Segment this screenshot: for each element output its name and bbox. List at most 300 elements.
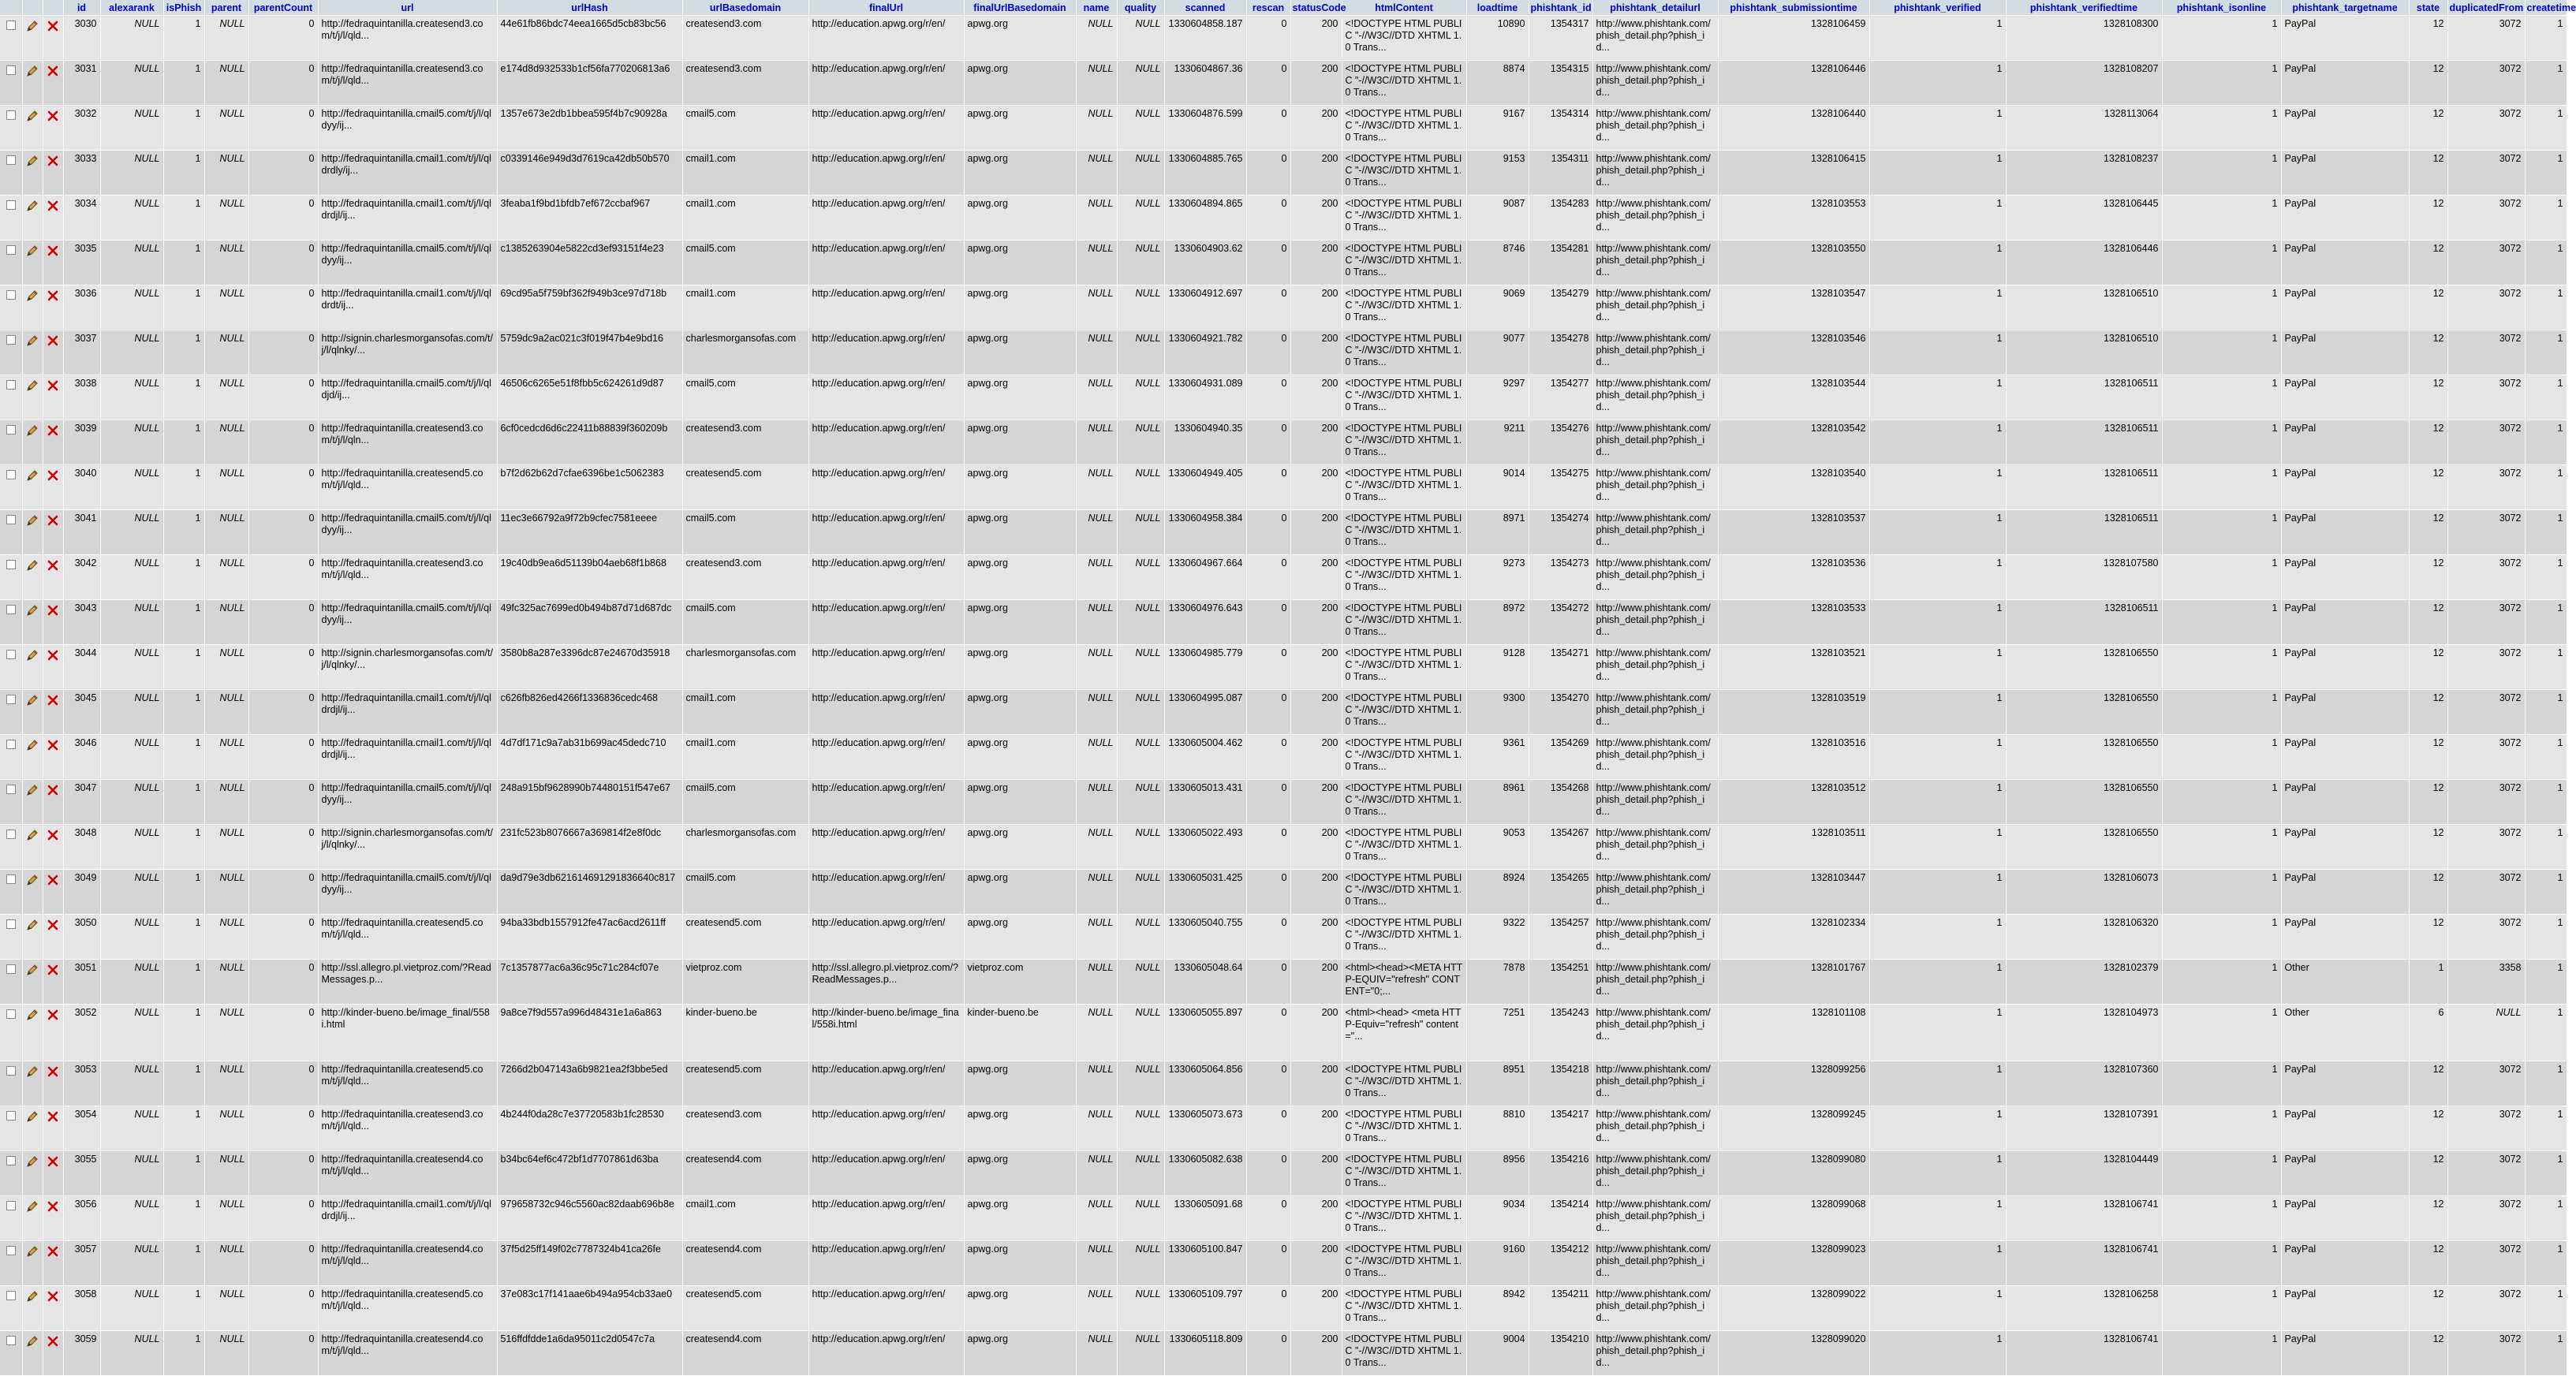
- cell-status-code[interactable]: [1290, 1005, 1342, 1061]
- cell-rescan[interactable]: [1246, 780, 1290, 825]
- cell-state[interactable]: [2409, 285, 2447, 330]
- cell-state[interactable]: [2409, 825, 2447, 870]
- cell-url-basedomain[interactable]: [682, 825, 808, 870]
- cell-phishtank-detailurl[interactable]: [1592, 870, 1718, 915]
- cell-loadtime[interactable]: [1466, 1286, 1529, 1331]
- cell-url[interactable]: [318, 1196, 497, 1241]
- delete-x-icon[interactable]: [46, 699, 60, 710]
- cell-phishtank-verifiedtime[interactable]: [2006, 690, 2162, 735]
- cell-id[interactable]: [63, 375, 100, 420]
- cell-alexarank[interactable]: [100, 1005, 163, 1061]
- cell-phishtank-detailurl[interactable]: [1592, 960, 1718, 1005]
- cell-phishtank-id[interactable]: [1529, 61, 1592, 106]
- cell-url[interactable]: [318, 600, 497, 645]
- cell-phishtank-id[interactable]: [1529, 780, 1592, 825]
- cell-alexarank[interactable]: [100, 1151, 163, 1196]
- cell-duplicated-from[interactable]: [2447, 465, 2525, 510]
- cell-status-code[interactable]: [1290, 510, 1342, 555]
- cell-url-basedomain[interactable]: [682, 1005, 808, 1061]
- cell-url-basedomain[interactable]: [682, 1106, 808, 1151]
- cell-status-code[interactable]: [1290, 61, 1342, 106]
- cell-url-hash[interactable]: [497, 600, 682, 645]
- cell-phishtank-submissiontime[interactable]: [1718, 420, 1869, 465]
- cell-scanned[interactable]: [1164, 1196, 1246, 1241]
- cell-url-basedomain[interactable]: [682, 375, 808, 420]
- cell-scanned[interactable]: [1164, 1331, 1246, 1376]
- cell-id[interactable]: [63, 241, 100, 285]
- cell-loadtime[interactable]: [1466, 600, 1529, 645]
- cell-phishtank-detailurl[interactable]: [1592, 600, 1718, 645]
- cell-scanned[interactable]: [1164, 1286, 1246, 1331]
- cell-final-url[interactable]: [808, 510, 964, 555]
- column-header-is-phish[interactable]: isPhish: [163, 0, 204, 16]
- cell-name[interactable]: [1076, 1196, 1117, 1241]
- pencil-icon[interactable]: [25, 1115, 39, 1126]
- cell-id[interactable]: [63, 1331, 100, 1376]
- row-select-checkbox[interactable]: [6, 1201, 16, 1210]
- cell-final-url-basedomain[interactable]: [964, 600, 1076, 645]
- cell-createtime[interactable]: [2525, 465, 2567, 510]
- cell-scanned[interactable]: [1164, 1241, 1246, 1286]
- cell-parent[interactable]: [204, 151, 248, 196]
- cell-parent[interactable]: [204, 1286, 248, 1331]
- cell-final-url[interactable]: [808, 151, 964, 196]
- cell-quality[interactable]: [1117, 16, 1164, 61]
- cell-parent[interactable]: [204, 375, 248, 420]
- cell-final-url-basedomain[interactable]: [964, 330, 1076, 375]
- cell-state[interactable]: [2409, 241, 2447, 285]
- cell-createtime[interactable]: [2525, 960, 2567, 1005]
- cell-loadtime[interactable]: [1466, 330, 1529, 375]
- cell-alexarank[interactable]: [100, 645, 163, 690]
- cell-createtime[interactable]: [2525, 151, 2567, 196]
- cell-phishtank-targetname[interactable]: [2281, 780, 2409, 825]
- column-header-phishtank-id[interactable]: phishtank_id: [1529, 0, 1592, 16]
- cell-html-content[interactable]: [1342, 825, 1466, 870]
- cell-scanned[interactable]: [1164, 1005, 1246, 1061]
- cell-createtime[interactable]: [2525, 330, 2567, 375]
- pencil-icon[interactable]: [25, 833, 39, 845]
- cell-id[interactable]: [63, 1061, 100, 1106]
- cell-phishtank-isonline[interactable]: [2162, 1331, 2281, 1376]
- cell-phishtank-verifiedtime[interactable]: [2006, 555, 2162, 600]
- cell-scanned[interactable]: [1164, 510, 1246, 555]
- cell-rescan[interactable]: [1246, 420, 1290, 465]
- cell-phishtank-isonline[interactable]: [2162, 1151, 2281, 1196]
- cell-url-hash[interactable]: [497, 330, 682, 375]
- cell-phishtank-isonline[interactable]: [2162, 151, 2281, 196]
- row-select-checkbox[interactable]: [6, 919, 16, 929]
- row-select-checkbox[interactable]: [6, 830, 16, 839]
- cell-status-code[interactable]: [1290, 151, 1342, 196]
- cell-url-hash[interactable]: [497, 645, 682, 690]
- cell-url-basedomain[interactable]: [682, 420, 808, 465]
- cell-html-content[interactable]: [1342, 645, 1466, 690]
- cell-phishtank-detailurl[interactable]: [1592, 1196, 1718, 1241]
- row-select-checkbox[interactable]: [6, 695, 16, 704]
- row-select-checkbox[interactable]: [6, 110, 16, 120]
- cell-phishtank-isonline[interactable]: [2162, 510, 2281, 555]
- cell-name[interactable]: [1076, 780, 1117, 825]
- cell-name[interactable]: [1076, 1005, 1117, 1061]
- cell-scanned[interactable]: [1164, 555, 1246, 600]
- cell-state[interactable]: [2409, 1196, 2447, 1241]
- cell-is-phish[interactable]: [163, 735, 204, 780]
- cell-final-url-basedomain[interactable]: [964, 375, 1076, 420]
- cell-final-url[interactable]: [808, 600, 964, 645]
- cell-is-phish[interactable]: [163, 1061, 204, 1106]
- cell-duplicated-from[interactable]: [2447, 420, 2525, 465]
- cell-scanned[interactable]: [1164, 825, 1246, 870]
- cell-url-hash[interactable]: [497, 1241, 682, 1286]
- cell-phishtank-isonline[interactable]: [2162, 735, 2281, 780]
- row-select-checkbox[interactable]: [6, 1156, 16, 1165]
- pencil-icon[interactable]: [25, 1160, 39, 1171]
- cell-parent[interactable]: [204, 825, 248, 870]
- cell-phishtank-submissiontime[interactable]: [1718, 1196, 1869, 1241]
- cell-final-url[interactable]: [808, 1286, 964, 1331]
- pencil-icon[interactable]: [25, 1205, 39, 1216]
- cell-parent-count[interactable]: [248, 600, 318, 645]
- cell-phishtank-isonline[interactable]: [2162, 690, 2281, 735]
- cell-url-hash[interactable]: [497, 555, 682, 600]
- cell-phishtank-isonline[interactable]: [2162, 420, 2281, 465]
- cell-createtime[interactable]: [2525, 780, 2567, 825]
- cell-is-phish[interactable]: [163, 61, 204, 106]
- cell-phishtank-targetname[interactable]: [2281, 600, 2409, 645]
- cell-createtime[interactable]: [2525, 1061, 2567, 1106]
- delete-x-icon[interactable]: [46, 923, 60, 934]
- column-header-phishtank-detailurl[interactable]: phishtank_detailurl: [1592, 0, 1718, 16]
- cell-id[interactable]: [63, 1241, 100, 1286]
- cell-final-url-basedomain[interactable]: [964, 825, 1076, 870]
- cell-url-hash[interactable]: [497, 1286, 682, 1331]
- cell-phishtank-id[interactable]: [1529, 1196, 1592, 1241]
- cell-final-url[interactable]: [808, 960, 964, 1005]
- cell-duplicated-from[interactable]: [2447, 1005, 2525, 1061]
- delete-x-icon[interactable]: [46, 384, 60, 395]
- column-header-scanned[interactable]: scanned: [1164, 0, 1246, 16]
- cell-html-content[interactable]: [1342, 465, 1466, 510]
- cell-url-hash[interactable]: [497, 735, 682, 780]
- cell-id[interactable]: [63, 1286, 100, 1331]
- cell-duplicated-from[interactable]: [2447, 241, 2525, 285]
- cell-phishtank-verifiedtime[interactable]: [2006, 241, 2162, 285]
- cell-final-url[interactable]: [808, 870, 964, 915]
- cell-phishtank-isonline[interactable]: [2162, 960, 2281, 1005]
- cell-url-basedomain[interactable]: [682, 330, 808, 375]
- cell-createtime[interactable]: [2525, 645, 2567, 690]
- row-select-checkbox[interactable]: [6, 1336, 16, 1345]
- column-header-parent[interactable]: parent: [204, 0, 248, 16]
- cell-id[interactable]: [63, 915, 100, 960]
- cell-id[interactable]: [63, 510, 100, 555]
- delete-x-icon[interactable]: [46, 1340, 60, 1351]
- cell-final-url[interactable]: [808, 375, 964, 420]
- cell-id[interactable]: [63, 780, 100, 825]
- delete-x-icon[interactable]: [46, 24, 60, 35]
- cell-id[interactable]: [63, 330, 100, 375]
- cell-phishtank-verified[interactable]: [1869, 1196, 2006, 1241]
- cell-state[interactable]: [2409, 16, 2447, 61]
- cell-duplicated-from[interactable]: [2447, 645, 2525, 690]
- cell-url[interactable]: [318, 555, 497, 600]
- cell-final-url-basedomain[interactable]: [964, 285, 1076, 330]
- cell-phishtank-verified[interactable]: [1869, 1286, 2006, 1331]
- pencil-icon[interactable]: [25, 204, 39, 215]
- cell-html-content[interactable]: [1342, 330, 1466, 375]
- cell-quality[interactable]: [1117, 196, 1164, 241]
- cell-final-url[interactable]: [808, 645, 964, 690]
- cell-phishtank-submissiontime[interactable]: [1718, 1061, 1869, 1106]
- cell-id[interactable]: [63, 870, 100, 915]
- cell-parent[interactable]: [204, 870, 248, 915]
- cell-final-url-basedomain[interactable]: [964, 1196, 1076, 1241]
- cell-duplicated-from[interactable]: [2447, 600, 2525, 645]
- cell-phishtank-submissiontime[interactable]: [1718, 780, 1869, 825]
- cell-state[interactable]: [2409, 735, 2447, 780]
- column-header-phishtank-verifiedtime[interactable]: phishtank_verifiedtime: [2006, 0, 2162, 16]
- cell-url-hash[interactable]: [497, 1331, 682, 1376]
- cell-is-phish[interactable]: [163, 1331, 204, 1376]
- cell-is-phish[interactable]: [163, 825, 204, 870]
- cell-final-url[interactable]: [808, 1196, 964, 1241]
- cell-phishtank-verifiedtime[interactable]: [2006, 1106, 2162, 1151]
- cell-state[interactable]: [2409, 1005, 2447, 1061]
- cell-url-hash[interactable]: [497, 690, 682, 735]
- cell-url-hash[interactable]: [497, 106, 682, 151]
- cell-duplicated-from[interactable]: [2447, 870, 2525, 915]
- cell-parent[interactable]: [204, 735, 248, 780]
- cell-name[interactable]: [1076, 151, 1117, 196]
- cell-parent-count[interactable]: [248, 330, 318, 375]
- row-select-checkbox[interactable]: [6, 605, 16, 614]
- pencil-icon[interactable]: [25, 609, 39, 620]
- cell-phishtank-verified[interactable]: [1869, 241, 2006, 285]
- cell-final-url[interactable]: [808, 1331, 964, 1376]
- cell-url-hash[interactable]: [497, 16, 682, 61]
- cell-quality[interactable]: [1117, 420, 1164, 465]
- cell-phishtank-targetname[interactable]: [2281, 735, 2409, 780]
- cell-state[interactable]: [2409, 61, 2447, 106]
- cell-is-phish[interactable]: [163, 780, 204, 825]
- cell-parent-count[interactable]: [248, 1331, 318, 1376]
- cell-name[interactable]: [1076, 645, 1117, 690]
- pencil-icon[interactable]: [25, 923, 39, 934]
- cell-state[interactable]: [2409, 1331, 2447, 1376]
- cell-status-code[interactable]: [1290, 1196, 1342, 1241]
- cell-phishtank-verified[interactable]: [1869, 151, 2006, 196]
- cell-phishtank-verified[interactable]: [1869, 285, 2006, 330]
- pencil-icon[interactable]: [25, 474, 39, 485]
- cell-state[interactable]: [2409, 465, 2447, 510]
- cell-createtime[interactable]: [2525, 870, 2567, 915]
- cell-phishtank-submissiontime[interactable]: [1718, 600, 1869, 645]
- cell-url[interactable]: [318, 825, 497, 870]
- cell-phishtank-verifiedtime[interactable]: [2006, 1331, 2162, 1376]
- cell-phishtank-verified[interactable]: [1869, 960, 2006, 1005]
- cell-phishtank-detailurl[interactable]: [1592, 690, 1718, 735]
- cell-phishtank-isonline[interactable]: [2162, 285, 2281, 330]
- cell-final-url-basedomain[interactable]: [964, 1331, 1076, 1376]
- cell-rescan[interactable]: [1246, 1151, 1290, 1196]
- pencil-icon[interactable]: [25, 1013, 39, 1024]
- cell-loadtime[interactable]: [1466, 690, 1529, 735]
- cell-final-url[interactable]: [808, 1061, 964, 1106]
- cell-html-content[interactable]: [1342, 915, 1466, 960]
- cell-alexarank[interactable]: [100, 241, 163, 285]
- cell-rescan[interactable]: [1246, 1106, 1290, 1151]
- cell-final-url-basedomain[interactable]: [964, 1106, 1076, 1151]
- cell-quality[interactable]: [1117, 600, 1164, 645]
- cell-status-code[interactable]: [1290, 106, 1342, 151]
- cell-state[interactable]: [2409, 1241, 2447, 1286]
- cell-status-code[interactable]: [1290, 465, 1342, 510]
- cell-id[interactable]: [63, 61, 100, 106]
- cell-rescan[interactable]: [1246, 600, 1290, 645]
- cell-status-code[interactable]: [1290, 1286, 1342, 1331]
- cell-phishtank-submissiontime[interactable]: [1718, 555, 1869, 600]
- cell-parent-count[interactable]: [248, 16, 318, 61]
- delete-x-icon[interactable]: [46, 564, 60, 575]
- cell-is-phish[interactable]: [163, 241, 204, 285]
- cell-alexarank[interactable]: [100, 780, 163, 825]
- cell-phishtank-verifiedtime[interactable]: [2006, 196, 2162, 241]
- cell-quality[interactable]: [1117, 241, 1164, 285]
- cell-html-content[interactable]: [1342, 1151, 1466, 1196]
- cell-phishtank-verified[interactable]: [1869, 645, 2006, 690]
- cell-html-content[interactable]: [1342, 960, 1466, 1005]
- cell-phishtank-verifiedtime[interactable]: [2006, 735, 2162, 780]
- column-header-alexarank[interactable]: alexarank: [100, 0, 163, 16]
- cell-phishtank-targetname[interactable]: [2281, 16, 2409, 61]
- cell-url[interactable]: [318, 1005, 497, 1061]
- cell-phishtank-targetname[interactable]: [2281, 465, 2409, 510]
- cell-phishtank-verified[interactable]: [1869, 420, 2006, 465]
- delete-x-icon[interactable]: [46, 833, 60, 845]
- cell-name[interactable]: [1076, 1331, 1117, 1376]
- cell-url-hash[interactable]: [497, 465, 682, 510]
- cell-id[interactable]: [63, 196, 100, 241]
- cell-url-basedomain[interactable]: [682, 196, 808, 241]
- row-select-checkbox[interactable]: [6, 1291, 16, 1300]
- cell-phishtank-id[interactable]: [1529, 16, 1592, 61]
- cell-phishtank-verifiedtime[interactable]: [2006, 915, 2162, 960]
- cell-final-url-basedomain[interactable]: [964, 780, 1076, 825]
- cell-phishtank-submissiontime[interactable]: [1718, 960, 1869, 1005]
- cell-html-content[interactable]: [1342, 1061, 1466, 1106]
- cell-phishtank-targetname[interactable]: [2281, 825, 2409, 870]
- cell-html-content[interactable]: [1342, 735, 1466, 780]
- cell-rescan[interactable]: [1246, 151, 1290, 196]
- cell-parent-count[interactable]: [248, 1106, 318, 1151]
- cell-phishtank-verified[interactable]: [1869, 555, 2006, 600]
- pencil-icon[interactable]: [25, 339, 39, 350]
- cell-loadtime[interactable]: [1466, 510, 1529, 555]
- row-select-checkbox[interactable]: [6, 1111, 16, 1121]
- cell-rescan[interactable]: [1246, 61, 1290, 106]
- cell-alexarank[interactable]: [100, 600, 163, 645]
- cell-loadtime[interactable]: [1466, 151, 1529, 196]
- row-select-checkbox[interactable]: [6, 1066, 16, 1076]
- cell-phishtank-isonline[interactable]: [2162, 870, 2281, 915]
- cell-name[interactable]: [1076, 1106, 1117, 1151]
- cell-loadtime[interactable]: [1466, 1005, 1529, 1061]
- cell-is-phish[interactable]: [163, 510, 204, 555]
- cell-url[interactable]: [318, 106, 497, 151]
- cell-phishtank-verified[interactable]: [1869, 780, 2006, 825]
- cell-url-hash[interactable]: [497, 375, 682, 420]
- pencil-icon[interactable]: [25, 968, 39, 979]
- cell-loadtime[interactable]: [1466, 375, 1529, 420]
- cell-state[interactable]: [2409, 780, 2447, 825]
- delete-x-icon[interactable]: [46, 114, 60, 125]
- cell-quality[interactable]: [1117, 1061, 1164, 1106]
- row-select-checkbox[interactable]: [6, 380, 16, 390]
- cell-status-code[interactable]: [1290, 1061, 1342, 1106]
- cell-phishtank-targetname[interactable]: [2281, 645, 2409, 690]
- pencil-icon[interactable]: [25, 249, 39, 260]
- cell-phishtank-isonline[interactable]: [2162, 106, 2281, 151]
- cell-phishtank-submissiontime[interactable]: [1718, 196, 1869, 241]
- cell-state[interactable]: [2409, 960, 2447, 1005]
- cell-url-basedomain[interactable]: [682, 960, 808, 1005]
- cell-createtime[interactable]: [2525, 600, 2567, 645]
- cell-final-url-basedomain[interactable]: [964, 735, 1076, 780]
- cell-loadtime[interactable]: [1466, 960, 1529, 1005]
- cell-phishtank-detailurl[interactable]: [1592, 465, 1718, 510]
- cell-phishtank-detailurl[interactable]: [1592, 780, 1718, 825]
- cell-state[interactable]: [2409, 690, 2447, 735]
- cell-parent-count[interactable]: [248, 960, 318, 1005]
- cell-rescan[interactable]: [1246, 510, 1290, 555]
- cell-url[interactable]: [318, 690, 497, 735]
- cell-parent[interactable]: [204, 690, 248, 735]
- cell-duplicated-from[interactable]: [2447, 1331, 2525, 1376]
- cell-loadtime[interactable]: [1466, 241, 1529, 285]
- row-select-checkbox[interactable]: [6, 470, 16, 479]
- cell-phishtank-id[interactable]: [1529, 735, 1592, 780]
- cell-parent-count[interactable]: [248, 285, 318, 330]
- cell-html-content[interactable]: [1342, 16, 1466, 61]
- delete-x-icon[interactable]: [46, 609, 60, 620]
- cell-loadtime[interactable]: [1466, 870, 1529, 915]
- cell-phishtank-id[interactable]: [1529, 1106, 1592, 1151]
- cell-status-code[interactable]: [1290, 915, 1342, 960]
- cell-url-hash[interactable]: [497, 285, 682, 330]
- cell-phishtank-targetname[interactable]: [2281, 1331, 2409, 1376]
- cell-createtime[interactable]: [2525, 285, 2567, 330]
- cell-phishtank-verified[interactable]: [1869, 690, 2006, 735]
- cell-duplicated-from[interactable]: [2447, 735, 2525, 780]
- row-select-checkbox[interactable]: [6, 740, 16, 749]
- cell-url-basedomain[interactable]: [682, 151, 808, 196]
- cell-parent[interactable]: [204, 1061, 248, 1106]
- cell-phishtank-id[interactable]: [1529, 1241, 1592, 1286]
- cell-phishtank-targetname[interactable]: [2281, 61, 2409, 106]
- cell-scanned[interactable]: [1164, 285, 1246, 330]
- cell-quality[interactable]: [1117, 1106, 1164, 1151]
- cell-final-url-basedomain[interactable]: [964, 690, 1076, 735]
- cell-final-url-basedomain[interactable]: [964, 1286, 1076, 1331]
- pencil-icon[interactable]: [25, 384, 39, 395]
- cell-id[interactable]: [63, 645, 100, 690]
- cell-quality[interactable]: [1117, 780, 1164, 825]
- cell-state[interactable]: [2409, 510, 2447, 555]
- cell-phishtank-targetname[interactable]: [2281, 915, 2409, 960]
- cell-alexarank[interactable]: [100, 106, 163, 151]
- cell-alexarank[interactable]: [100, 61, 163, 106]
